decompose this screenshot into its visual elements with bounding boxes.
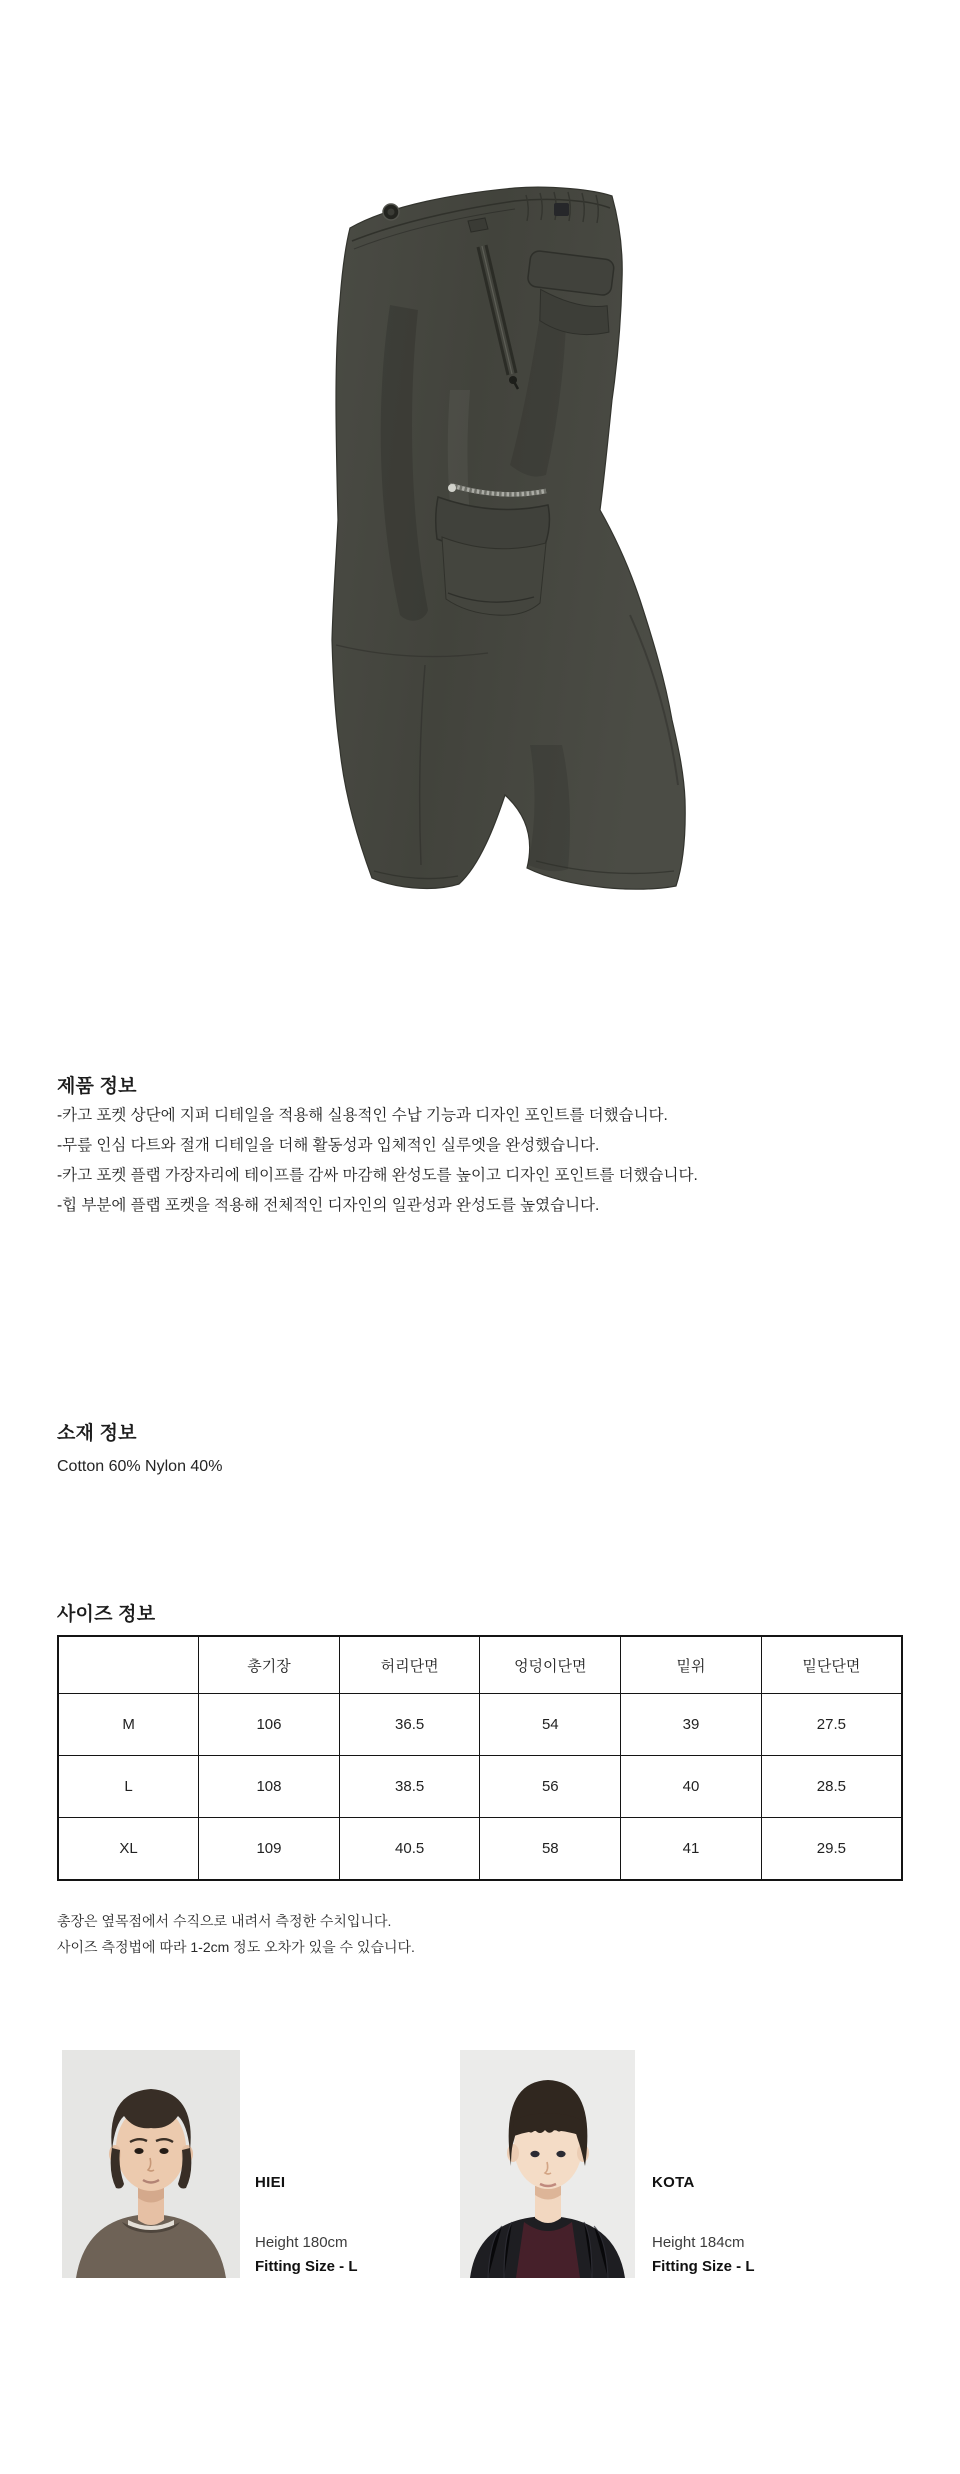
size-value: 109	[199, 1818, 340, 1881]
size-table-header-cell	[58, 1636, 199, 1694]
product-bullet: -카고 포켓 플랩 가장자리에 테이프를 감싸 마감해 완성도를 높이고 디자인 포인트를 더했습니다.	[57, 1167, 698, 1184]
product-bullet: -카고 포켓 상단에 지퍼 디테일을 적용해 실용적인 수납 기능과 디자인 포인트를 더했습니다.	[57, 1107, 668, 1124]
product-bullet: -힙 부분에 플랩 포켓을 적용해 전체적인 디자인의 일관성과 완성도를 높였습니다.	[57, 1197, 600, 1214]
size-value: 106	[199, 1694, 340, 1756]
model-name: HIEI	[255, 2174, 286, 2191]
size-table-header-cell: 밑위	[621, 1636, 762, 1694]
size-note: 사이즈 측정법에 따라 1-2cm 정도 오차가 있을 수 있습니다.	[57, 1939, 415, 1955]
model-height: Height 180cm	[255, 2234, 348, 2251]
size-value: 36.5	[339, 1694, 480, 1756]
size-value: 41	[621, 1818, 762, 1881]
product-info-heading: 제품 정보	[57, 1075, 137, 1097]
model-portrait-kota	[460, 2050, 635, 2278]
model-photo-hiei	[62, 2050, 240, 2278]
size-value: 108	[199, 1756, 340, 1818]
size-table-header-cell: 밑단단면	[761, 1636, 902, 1694]
model-height: Height 184cm	[652, 2234, 745, 2251]
size-value: 58	[480, 1818, 621, 1881]
model-fitting-size: Fitting Size - L	[255, 2258, 358, 2275]
size-label: XL	[58, 1818, 199, 1881]
material-composition: Cotton 60% Nylon 40%	[57, 1458, 223, 1475]
size-note: 총장은 옆목점에서 수직으로 내려서 측정한 수치입니다.	[57, 1913, 392, 1929]
size-table-header-cell: 엉덩이단면	[480, 1636, 621, 1694]
size-table	[57, 1635, 903, 1881]
model-fitting-size: Fitting Size - L	[652, 2258, 755, 2275]
size-value: 28.5	[761, 1756, 902, 1818]
size-notes	[57, 1908, 757, 1960]
size-value: 38.5	[339, 1756, 480, 1818]
cargo-zipper-pull	[448, 484, 456, 492]
size-value: 27.5	[761, 1694, 902, 1756]
model-portrait-hiei	[62, 2050, 240, 2278]
size-value: 40	[621, 1756, 762, 1818]
waist-adjuster	[554, 203, 569, 216]
model-name: KOTA	[652, 2174, 695, 2191]
size-table-header-cell: 허리단면	[339, 1636, 480, 1694]
belt-loop	[468, 218, 488, 232]
product-info-bullets	[57, 1101, 917, 1221]
size-table-row-xl	[58, 1818, 902, 1881]
size-value: 40.5	[339, 1818, 480, 1881]
size-table-row-l	[58, 1756, 902, 1818]
size-info-heading: 사이즈 정보	[57, 1603, 156, 1625]
size-value: 29.5	[761, 1818, 902, 1881]
size-table-header-cell: 총기장	[199, 1636, 340, 1694]
size-value: 54	[480, 1694, 621, 1756]
model-photo-kota	[460, 2050, 635, 2278]
size-value: 39	[621, 1694, 762, 1756]
size-table-header-row	[58, 1636, 902, 1694]
product-bullet: -무릎 인심 다트와 절개 디테일을 더해 활동성과 입체적인 실루엣을 완성했습니다.	[57, 1137, 600, 1154]
cargo-pants-image	[330, 185, 800, 900]
material-info-heading: 소재 정보	[57, 1422, 137, 1444]
size-table-row-m	[58, 1694, 902, 1756]
size-label: M	[58, 1694, 199, 1756]
size-label: L	[58, 1756, 199, 1818]
size-value: 56	[480, 1756, 621, 1818]
product-photo	[330, 185, 800, 900]
